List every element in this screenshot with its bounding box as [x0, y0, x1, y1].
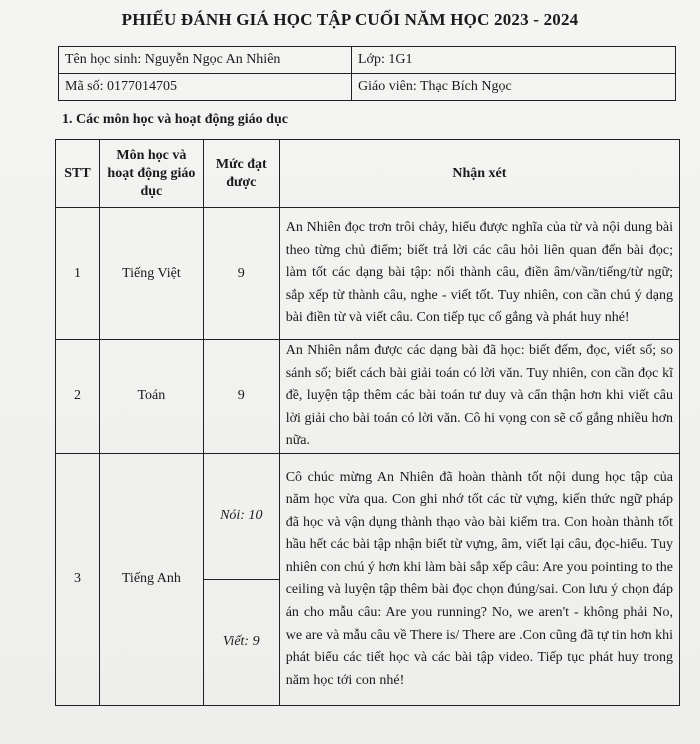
header-score: Mức đạt được — [203, 140, 279, 208]
row-score: 9 — [203, 340, 279, 454]
student-info-table — [58, 46, 676, 101]
row-comment: An Nhiên nắm được các dạng bài đã học: biết đếm, đọc, viết số; so sánh số; biết cách bài giải toán có lời văn. Tuy nhiên, con cần đọc kĩ đề, luyện tập thêm các bài toán tư duy và cẩn thận hơn khi viết câu lời giải cho bài toán có lời văn. Cô hi vọng con sẽ cố gắng nhiều hơn nữa. — [279, 340, 679, 454]
table-row — [56, 453, 680, 579]
row-stt: 3 — [56, 453, 100, 705]
row-subject: Toán — [99, 340, 203, 454]
row-subject: Tiếng Anh — [99, 453, 203, 705]
section-title: 1. Các môn học và hoạt động giáo dục — [62, 112, 288, 127]
row-comment: Cô chúc mừng An Nhiên đã hoàn thành tốt nội dung học tập của năm học vừa qua. Con ghi nhớ tốt các từ vựng, kiến thức ngữ pháp đã học và vận dụng thành thạo vào bài kiểm tra. Con hoàn thành tốt hầu hết các bài tập nhận biết từ vựng, âm, viết lại câu, đọc-hiểu. Tuy nhiên con chú ý hơn khi làm bài sắp xếp câu: Are you pointing to the ceiling và luyện tập thêm bài đọc chọn đúng/sai. Con lưu ý chọn đáp án cho mẫu câu: Are you running? No, we aren't - không phải No, we are và mẫu câu về There is/ There are .Con cũng đã tự tin hơn khi phát biểu các tiết học và các bài tập video. Tiếp tục phát huy trong năm học tới con nhé! — [279, 453, 679, 705]
student-id: Mã số: 0177014705 — [59, 74, 352, 101]
student-class: Lớp: 1G1 — [352, 47, 676, 74]
row-stt: 2 — [56, 340, 100, 454]
row-score-writing: Viết: 9 — [203, 579, 279, 705]
header-comment: Nhận xét — [279, 140, 679, 208]
evaluation-table — [55, 139, 680, 706]
table-row — [56, 208, 680, 340]
header-stt: STT — [56, 140, 100, 208]
student-name: Tên học sinh: Nguyễn Ngọc An Nhiên — [59, 47, 352, 74]
row-comment: An Nhiên đọc trơn trôi chảy, hiểu được nghĩa của từ và nội dung bài theo từng chủ điểm; biết trả lời các câu hỏi liên quan đến bài đọc; làm tốt các dạng bài tập: nối thành câu, điền âm/vần/tiếng/từ ngữ; sắp xếp từ thành câu, nghe - viết tốt. Tuy nhiên, con cần chú ý dạng bài điền từ và viết câu. Con tiếp tục cố gắng và phát huy nhé! — [279, 208, 679, 340]
page-title: PHIẾU ĐÁNH GIÁ HỌC TẬP CUỐI NĂM HỌC 2023 - 2024 — [121, 10, 579, 29]
row-subject: Tiếng Việt — [99, 208, 203, 340]
header-subject: Môn học và hoạt động giáo dục — [99, 140, 203, 208]
table-row — [56, 340, 680, 454]
row-score-speaking: Nói: 10 — [203, 453, 279, 579]
row-stt: 1 — [56, 208, 100, 340]
teacher-name: Giáo viên: Thạc Bích Ngọc — [352, 74, 676, 101]
table-header-row — [56, 140, 680, 208]
row-score: 9 — [203, 208, 279, 340]
